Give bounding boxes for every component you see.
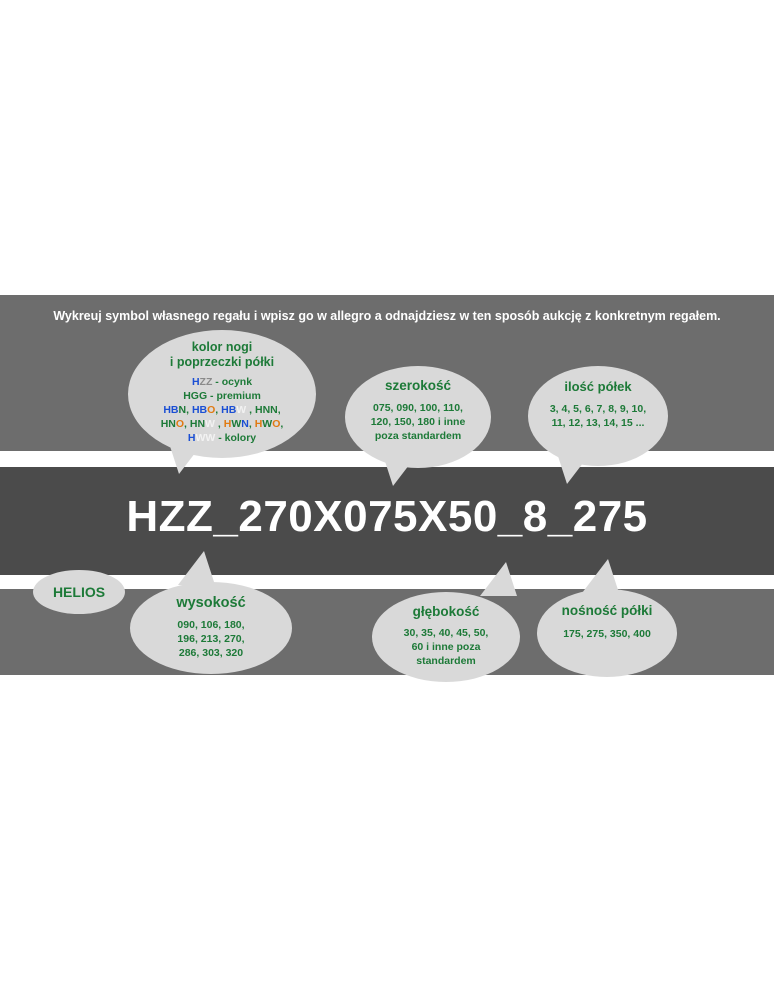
- ilosc-polek-line-2: 11, 12, 13, 14, 15 ...: [551, 417, 645, 429]
- callout-body-kolor-nogi: [128, 375, 316, 445]
- callout-title-kolor-nogi-line1: kolor nogi: [191, 340, 253, 354]
- callout-glebokosc: [372, 592, 520, 682]
- glebokosc-line-1: 30, 35, 40, 45, 50,: [403, 627, 489, 639]
- callout-body-ilosc-polek: [528, 402, 668, 430]
- callout-szerokosc: [345, 366, 491, 468]
- callout-body-nosnosc: [537, 627, 677, 641]
- callout-tail-wysokosc: [178, 551, 215, 585]
- kolor-line-4: HNO, HNW , HWN, HWO,: [160, 418, 284, 430]
- callout-title-ilosc-polek: ilość półek: [564, 379, 632, 394]
- callout-kolor-nogi: [128, 330, 316, 458]
- wysokosc-line-3: 286, 303, 320: [178, 647, 244, 659]
- ilosc-polek-line-1: 3, 4, 5, 6, 7, 8, 9, 10,: [549, 403, 647, 415]
- glebokosc-line-2: 60 i inne poza: [411, 641, 481, 653]
- kolor-line-3: HBN, HBO, HBW , HNN,: [163, 404, 281, 416]
- callout-title-kolor-nogi-line2: i poprzeczki półki: [169, 355, 275, 369]
- szerokosc-line-3: poza standardem: [374, 430, 462, 442]
- callout-wysokosc: [130, 582, 292, 674]
- callout-tail-glebokosc: [480, 562, 517, 596]
- kolor-line-5: HWW - kolory: [187, 432, 257, 444]
- kolor-line-1: HZZ - ocynk: [191, 376, 253, 388]
- callout-tail-nosnosc: [582, 559, 619, 593]
- headline-text: Wykreuj symbol własnego regału i wpisz go w allegro a odnajdziesz w ten sposób aukcję z konkretnym regałem.: [53, 309, 721, 323]
- kolor-line-2: HGG - premium: [183, 390, 261, 402]
- callout-title-wysokosc: wysokość: [176, 595, 246, 611]
- product-code: HZZ_270X075X50_8_275: [126, 492, 648, 541]
- callout-title-szerokosc: szerokość: [384, 378, 452, 393]
- wysokosc-line-1: 090, 106, 180,: [177, 619, 245, 631]
- szerokosc-line-2: 120, 150, 180 i inne: [370, 416, 466, 428]
- callout-body-wysokosc: [130, 618, 292, 660]
- callout-ilosc-polek: [528, 366, 668, 466]
- background-band-bottom: [0, 675, 774, 1000]
- wysokosc-line-2: 196, 213, 270,: [177, 633, 245, 645]
- callout-brand-helios: [33, 570, 125, 614]
- szerokosc-line-1: 075, 090, 100, 110,: [373, 402, 463, 414]
- callout-title-glebokosc: głębokość: [412, 604, 480, 619]
- callout-title-nosnosc: nośność półki: [561, 603, 653, 618]
- callout-nosnosc-polki: [537, 589, 677, 677]
- background-band-top: [0, 0, 774, 295]
- nosnosc-line-1: 175, 275, 350, 400: [563, 628, 651, 640]
- callout-body-szerokosc: [345, 401, 491, 443]
- brand-label: HELIOS: [52, 583, 106, 600]
- callout-body-glebokosc: [372, 626, 520, 668]
- glebokosc-line-3: standardem: [416, 655, 476, 667]
